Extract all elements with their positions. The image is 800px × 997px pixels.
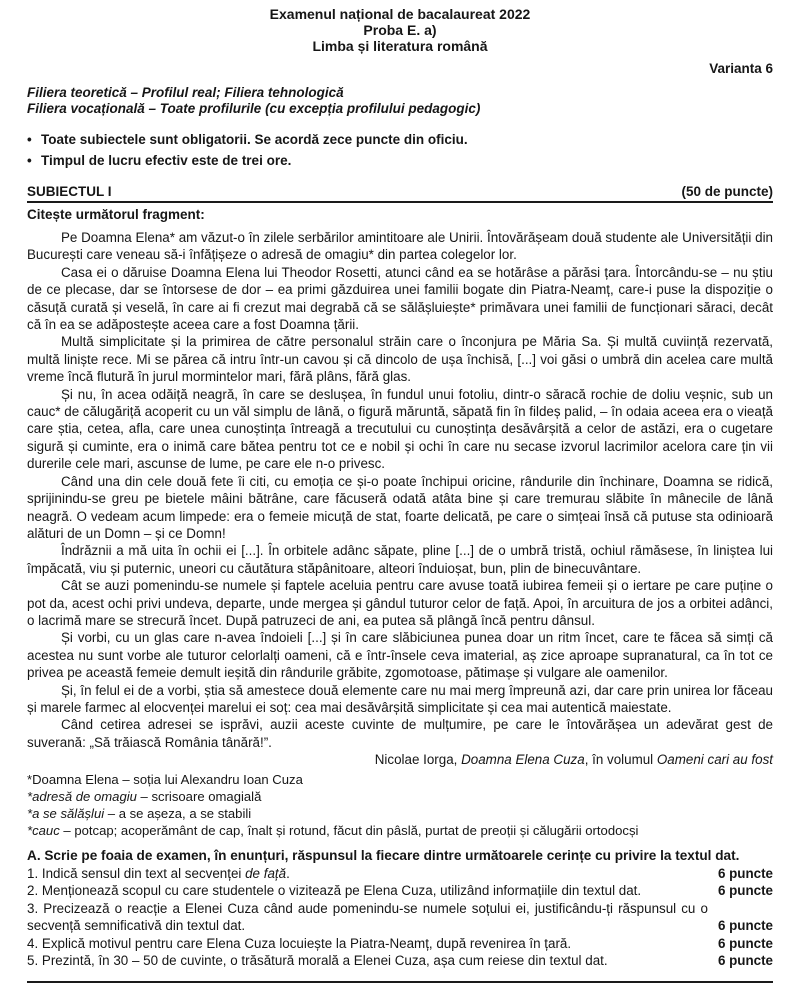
- fragment-paragraph: Când cetirea adresei se isprăvi, auzii aceste cuvinte de mulțumire, pe care le întovărășea un adevărat gest de suverană: „Să trăiască România tânără!”.: [27, 717, 773, 750]
- question-item-3: [27, 900, 773, 935]
- fragment-paragraph: Când una din cele două fete îi citi, cu emoția ce și-o poate închipui oricine, rândurile din închinare, Doamna se ridică, sprijinindu-se greu pe bietele mâini bătrâne, care făcuseră odată atâta bine și care tremurau slăbite în mânecile de lână neagră. O vedeam acum limpede: era o femeie micuță de stat, foarte delicată, pe care o simțeai însă că putuse sta odinioară alături de un Domn – și ce Domn!: [27, 473, 773, 541]
- footnote-definition: – soția lui Alexandru Ioan Cuza: [118, 771, 303, 787]
- attribution-volume-title: Oameni cari au fost: [656, 752, 773, 768]
- section-a-heading: A. Scrie pe foaia de examen, în enunțuri, răspunsul la fiecare dintre următoarele cerințe cu privire la textul dat.: [27, 847, 740, 863]
- fragment-paragraph: Și, în felul ei de a vorbi, știa să amestece două elemente care nu mai merg împreună azi, dar care prin unirea lor făceau și marele farmec al elocvenței marelui ei soț: cea mai desăvârșită simplicitate și cea mai autentică maiestate.: [27, 682, 773, 715]
- fragment-paragraph: Cât se auzi pomenindu-se numele și faptele aceluia pentru care avuse toată iubirea femeii și o iertare pe care puține o pot da, acest ochi privi undeva, departe, unde mergea și gândul tuturor celor de față. Apoi, în arcuitura de jos a orbitei adânci, o lacrimă mare se strecură încet. După patruzeci de ani, ea putea să plângă încă pentru dânsul.: [27, 578, 773, 628]
- footnote-term: *adresă de omagiu: [27, 788, 137, 804]
- question-body: Indică sensul din text al secvenței: [41, 866, 246, 881]
- question-body: Explică motivul pentru care Elena Cuza locuiește la Piatra-Neamț, după revenirea în țară.: [41, 935, 572, 951]
- question-body-after: .: [286, 866, 290, 881]
- exam-title-line1: Examenul național de bacalaureat 2022: [269, 6, 531, 22]
- question-number: 5.: [27, 953, 42, 969]
- question-points: 6 puncte: [717, 918, 773, 934]
- fragment-paragraph: Îndrăznii a mă uita în ochii ei [...]. În orbitele adânc săpate, pline [...] de o umbră tristă, ochiul rămăsese, în liniștea lui împăcată, viu și puternic, uneori cu căutătura stăpânitoare, alteori înduioșat, bun, plin de binecuvântare.: [27, 543, 773, 576]
- fragment-paragraph: Casa ei o dăruise Doamna Elena lui Theodor Rosetti, atunci când ea se hotărâse a părăsi țara. Întorcându-se – nu știu de ce plecase, dar se întorsese de dor – ea primi găzduirea unei familii bogate din Piatra-Neamț, care-i puse la dispoziție o căsuță curată și veselă, în care ai fi crezut mai degrabă că se sălășluiește* primăvara unei familii de funcționari săraci, decât că în ea se adăpostește aceea care a fost Doamna țării.: [27, 264, 773, 333]
- question-number: 3.: [27, 900, 44, 916]
- instruction-line: [27, 150, 773, 171]
- subject-header: [27, 184, 773, 203]
- question-text: [27, 935, 708, 952]
- subject-label: SUBIECTUL I: [27, 184, 112, 199]
- general-instructions: [27, 129, 773, 171]
- question-item-5: [27, 952, 773, 969]
- filiera-line2: Filiera vocațională – Toate profilurile (cu excepția profilului pedagogic): [27, 100, 481, 116]
- question-text: [27, 952, 708, 969]
- source-attribution: [27, 751, 773, 768]
- attribution-connector: , în volumul: [584, 752, 657, 768]
- footnote-definition: – a se așeza, a se stabili: [104, 805, 252, 821]
- footnote-line: [27, 805, 773, 822]
- exam-title-line3: Limba și literatura română: [312, 38, 488, 54]
- fragment-intro: Citește următorul fragment:: [27, 207, 205, 222]
- question-points: 6 puncte: [717, 935, 773, 951]
- fragment-paragraph: Și vorbi, cu un glas care n-avea îndoieli [...] și în care slăbiciunea punea doar un ritm încet, care te făcea să simți că acestea nu sunt vorbe ale tuturor celorlalți oameni, că e într-însele ceva imaterial, aș zice aproape supranatural, ca în tot ce privea pe această femeie demult ieșită din rândurile grăbite, zgomotoase, pătimașe și vulgare ale oamenilor.: [27, 630, 773, 681]
- instruction-text-1: Toate subiectele sunt obligatorii. Se acordă zece puncte din oficiu.: [41, 132, 468, 147]
- question-text: [27, 882, 708, 899]
- question-italic-part: de față: [245, 866, 287, 881]
- question-points: 6 puncte: [717, 866, 773, 881]
- exam-header: [27, 6, 773, 54]
- subject-points: (50 de puncte): [681, 184, 773, 199]
- question-number: 4.: [27, 935, 42, 951]
- question-item-4: [27, 935, 773, 952]
- question-body: Precizează o reacție a Elenei Cuza când aude pomenindu-se numele soțului ei, justificându-ți răspunsul cu o secvență semnificativă din textul dat.: [27, 900, 708, 934]
- variant-label: Varianta 6: [709, 61, 773, 76]
- question-text: [27, 900, 708, 935]
- footnotes: [27, 771, 773, 839]
- question-list: [27, 865, 773, 969]
- footnote-definition: – scrisoare omagială: [136, 788, 262, 804]
- page-bottom-divider: [27, 981, 773, 983]
- attribution-author: Nicolae Iorga,: [374, 752, 462, 768]
- footnote-term: *Doamna Elena: [27, 771, 119, 787]
- footnote-line: [27, 771, 773, 788]
- fragment-text: [27, 229, 773, 751]
- question-item-2: [27, 882, 773, 899]
- fragment-paragraph: Multă simplicitate și la primirea de către personalul străin care o înconjura pe Măria Sa. Și multă cuviință rezervată, multă liniște rece. Mi se părea că intru într-un cavou și că dincolo de ușa închisă, [...] voi găsi o umbră din acelea care multă vreme încă flutură în jurul mormintelor mari, fără plâns, fără glas.: [27, 334, 773, 385]
- footnote-line: [27, 788, 773, 805]
- question-body: Prezintă, în 30 – 50 de cuvinte, o trăsătură morală a Elenei Cuza, așa cum reiese din textul dat.: [41, 953, 608, 969]
- fragment-paragraph: Pe Doamna Elena* am văzut-o în zilele serbărilor amintitoare ale Unirii. Întovărășeam două studente ale Universității din București care veneau să-i înfățișeze o adresă de omagiu* din partea colegelor lor.: [27, 230, 773, 263]
- footnote-term: *a se sălășlui: [27, 805, 105, 821]
- bullet-icon: •: [27, 132, 32, 147]
- question-body: Menționează scopul cu care studentele o vizitează pe Elena Cuza, utilizând informațiile din textul dat.: [41, 883, 642, 899]
- bullet-icon: •: [27, 153, 32, 168]
- exam-title-line2: Proba E. a): [363, 22, 437, 38]
- footnote-definition: – potcap; acoperământ de cap, înalt și rotund, făcut din pâslă, purtat de preoții și călugării ortodocși: [59, 822, 639, 838]
- footnote-line: [27, 822, 773, 839]
- question-number: 2.: [27, 883, 42, 899]
- footnote-term: *cauc: [27, 822, 60, 838]
- question-points: 6 puncte: [717, 883, 773, 899]
- question-points: 6 puncte: [717, 953, 773, 969]
- question-text: [27, 865, 708, 882]
- question-number: 1.: [27, 866, 42, 881]
- instruction-text-2: Timpul de lucru efectiv este de trei ore.: [41, 153, 292, 168]
- filiera-line1: Filiera teoretică – Profilul real; Filiera tehnologică: [27, 85, 344, 100]
- instruction-line: [27, 129, 773, 150]
- attribution-work-title: Doamna Elena Cuza: [461, 752, 585, 768]
- fragment-paragraph: Și nu, în acea odăiță neagră, în care se deslușea, în fundul unui fotoliu, dintr-o săracă rochie de doliu veșnic, sub un cauc* de călugăriță acoperit cu un văl simplu de lână, o figură măruntă, săpată fin în fildeș palid, – în odaia aceea era o vieață care știa, cetea, afla, care unea cunoștința întreagă a trecutului cu cunoștința desăvârșită a celor de astăzi, era o cugetare sigură și cuminte, era o inimă care bătea pentru tot ce e nobil și ochi în care nu secase izvorul lacrimilor acelora care țin vii durerile cele mari, ascunse de lume, pe care ele n-o privesc.: [27, 386, 773, 472]
- filiera-block: [27, 85, 773, 116]
- question-item-1: [27, 865, 773, 882]
